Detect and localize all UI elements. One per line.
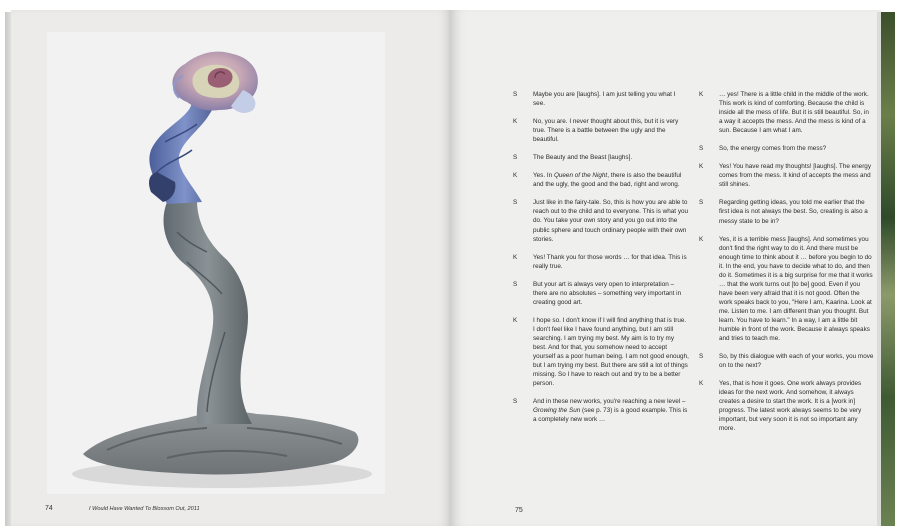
work-title: Growing the Sun: [533, 407, 581, 415]
speaker-label: K: [513, 118, 518, 126]
speaker-label: K: [513, 253, 518, 261]
dialogue-text: Yes, it is a terrible mess [laughs]. And sometimes you don't find the right way to do it. And there must be enough time to think about it … before you begin to do it. In the end, you have to decide what to do, and then do it. Sometimes it is a big surprise for me that it works … that the work turns out [to be] good. Even if you have been very afraid that it is not good. Often the work speaks back to you, "Here I am, Kaarina. Look at me. Listen to me. I am different than you thought. But learn. You have to learn." In a way, I am a little bit humble in front of the work. Because it always speaks and tries to teach me.: [719, 235, 873, 343]
speaker-label: S: [513, 199, 518, 207]
dialogue-entry: [513, 90, 689, 108]
speaker-label: S: [513, 154, 518, 162]
folio-right: 75: [515, 507, 523, 514]
speaker-label: S: [699, 199, 704, 207]
speaker-label: S: [513, 280, 518, 288]
dialogue-text: Yes, that is how it goes. One work always provides ideas for the next work. And somehow, it always creates a desire to start the work. It is a [work in] progress. The latest work always seems to be very important, but very soon it is not so important any more.: [719, 380, 862, 433]
speaker-label: K: [699, 163, 704, 171]
dialogue-text: And in these new works, you're reaching a new level – Growing the Sun (see p. 73) is a good example. This is a completely new work …: [533, 398, 688, 424]
speaker-label: K: [513, 316, 518, 324]
dialogue-text: Yes. In Queen of the Night, there is also the beautiful and the ugly, the good and the bad, right and wrong.: [533, 172, 682, 189]
dialogue-entry: [513, 397, 689, 424]
dialogue-text: Regarding getting ideas, you told me earlier that the first idea is not always the best. So, creating is also a messy state to be in?: [719, 199, 868, 225]
left-page: [11, 10, 451, 526]
fabric-flower-sculpture: [47, 32, 385, 494]
dialogue-entry: [699, 379, 874, 433]
dialogue-text: I hope so. I don't know if I will find anything that is true. I don't feel like I have found anything, but I am still searching. I am trying my best. My aim is to try my best. And for that, you somehow need to accept yourself as a poor human being. I am not good enough, but I am trying my best. But there are still a lot of things missing. So I have to reach out and try to be a better person.: [533, 316, 689, 388]
work-title: Queen of the Night: [553, 172, 608, 180]
dialogue-entry: [699, 144, 874, 153]
speaker-label: K: [699, 91, 704, 98]
right-page: [451, 10, 881, 526]
dialogue-text: … yes! There is a little child in the middle of the work. This work is kind of comforting. Because the child is inside all the mess of life. But it is still beautiful. So, in a way it accepts the mess. And the mess is kind of a sun. Because I am what I am.: [719, 91, 869, 135]
dialogue-text: But your art is always very open to interpretation – there are no absolutes – something very important in creating good art.: [533, 280, 682, 306]
speaker-label: S: [513, 398, 518, 406]
speaker-label: K: [699, 235, 704, 243]
dialogue-text: Yes! Thank you for those words … for that idea. This is really true.: [533, 253, 687, 270]
dialogue-entry: [699, 352, 874, 370]
dialogue-entry: [513, 153, 689, 162]
image-caption: I Would Have Wanted To Blossom Out, 2011: [89, 506, 200, 512]
dialogue-text: The Beauty and the Beast [laughs].: [533, 154, 633, 162]
dialogue-entry: [699, 198, 874, 225]
dialogue-entry: [699, 162, 874, 189]
speaker-label: S: [513, 91, 518, 98]
dialogue-entry: [513, 280, 689, 307]
speaker-label: K: [513, 172, 518, 180]
dialogue-text: Yes! You have read my thoughts! [laughs]. The energy comes from the mess. It kind of accepts the mess and still shines.: [719, 163, 872, 189]
dialogue-text: So, the energy comes from the mess?: [719, 145, 827, 153]
dialogue-entry: [513, 117, 689, 144]
dialogue-text: So, by this dialogue with each of your works, you move on to the next?: [719, 353, 874, 370]
speaker-label: S: [699, 145, 704, 153]
speaker-label: S: [699, 353, 704, 361]
dialogue-text: No, you are. I never thought about this, but it is very true. There is a battle between the ugly and the beautiful.: [533, 118, 679, 144]
speaker-label: K: [699, 380, 704, 388]
interview-column-2: [699, 90, 874, 443]
page-edges-right: [877, 12, 881, 526]
book-spread: [5, 6, 895, 526]
dialogue-entry: [513, 198, 689, 243]
dialogue-entry: [513, 253, 689, 271]
next-page-photo-edge: [877, 12, 895, 526]
dialogue-entry: [699, 90, 874, 135]
sculpture-photo: [47, 32, 385, 494]
interview-column-1: [513, 90, 689, 433]
dialogue-entry: [513, 316, 689, 388]
dialogue-text: Maybe you are [laughs]. I am just telling you what I see.: [533, 91, 676, 108]
dialogue-entry: [513, 171, 689, 189]
dialogue-entry: [699, 235, 874, 344]
folio-left: 74: [45, 505, 53, 512]
dialogue-text: Just like in the fairy-tale. So, this is how you are able to reach out to the child and to everyone. This is what you do. You take your own story and you go out into the public sphere and touch ordinary people with their own stories.: [533, 199, 689, 243]
